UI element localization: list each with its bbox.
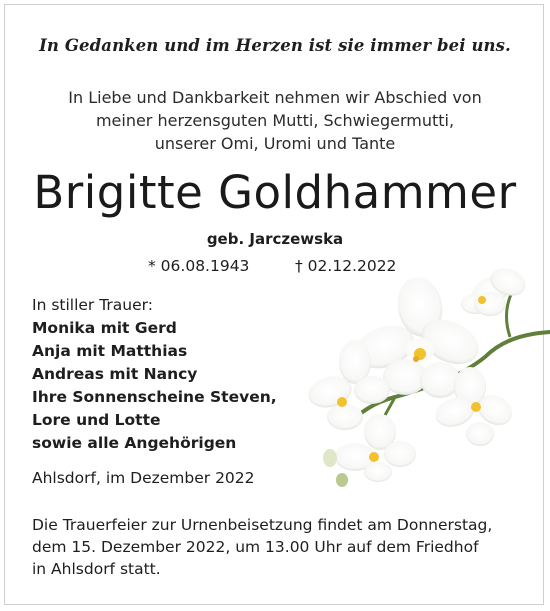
mourners-heading: In stiller Trauer:	[32, 296, 153, 314]
service-line: in Ahlsdorf statt.	[32, 560, 161, 578]
orchid-flower	[461, 264, 529, 316]
mourner: Andreas mit Nancy	[32, 365, 198, 383]
birth-date: * 06.08.1943	[148, 257, 250, 275]
death-date: † 02.12.2022	[295, 257, 397, 275]
birth-name: geb. Jarczewska	[206, 230, 344, 248]
service-line: dem 15. Dezember 2022, um 13.00 Uhr auf dem Friedhof	[32, 538, 479, 556]
mourner: Lore und Lotte	[32, 411, 161, 429]
intro-line: In Liebe und Dankbarkeit nehmen wir Abschied von	[68, 88, 482, 107]
intro-text	[0, 86, 550, 155]
mourner: Ihre Sonnenscheine Steven,	[32, 388, 277, 406]
service-line: Die Trauerfeier zur Urnenbeisetzung findet am Donnerstag,	[32, 516, 493, 534]
mourner: Monika mit Gerd	[32, 319, 177, 337]
motto: In Gedanken und im Herzen ist sie immer bei uns.	[39, 36, 511, 55]
orchid-bud	[336, 473, 348, 487]
mourners-list	[32, 294, 277, 455]
mourner: sowie alle Angehörigen	[32, 434, 237, 452]
intro-line: meiner herzensguten Mutti, Schwiegermutti,	[95, 111, 455, 130]
place-date: Ahlsdorf, im Dezember 2022	[32, 469, 255, 487]
orchid-bud	[323, 449, 337, 467]
orchid-image	[300, 262, 550, 492]
deceased-name: Brigitte Goldhammer	[33, 166, 517, 219]
intro-line: unserer Omi, Uromi und Tante	[154, 134, 396, 153]
mourner: Anja mit Matthias	[32, 342, 188, 360]
service-info	[32, 514, 542, 580]
